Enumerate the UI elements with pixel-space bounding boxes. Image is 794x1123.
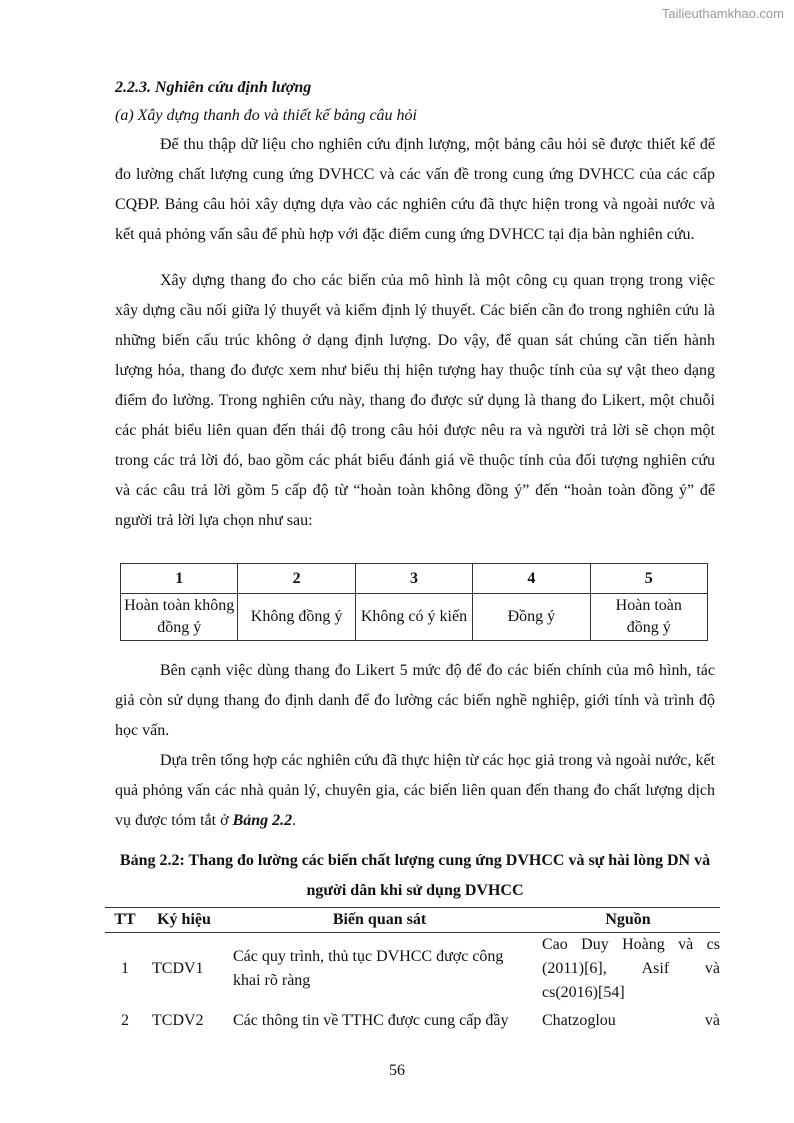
variables-table xyxy=(105,907,720,1033)
table-row xyxy=(105,1005,720,1033)
table-row xyxy=(105,933,720,1006)
likert-labels-row xyxy=(121,594,708,641)
page-content xyxy=(115,78,715,536)
column-header: TT xyxy=(105,908,145,933)
likert-label: Không đồng ý xyxy=(238,594,355,641)
row-source xyxy=(536,933,720,1006)
column-header: Biến quan sát xyxy=(223,908,536,933)
paragraph: Bên cạnh việc dùng thang đo Likert 5 mức độ để đo các biến chính của mô hình, tác giả còn sử dụng thang đo định danh để đo lường các biến nghề nghiệp, giới tính và trình độ học vấn. xyxy=(115,662,715,739)
source-line: Chatzoglou và xyxy=(542,1012,720,1029)
row-index: 1 xyxy=(121,960,129,977)
paragraph: Để thu thập dữ liệu cho nghiên cứu định lượng, một bảng câu hỏi sẽ được thiết kế để đo lường chất lượng cung ứng DVHCC và các vấn đề trong cung ứng DVHCC của các cấp CQĐP. Bảng câu hỏi xây dựng dựa vào các nghiên cứu đã thực hiện trong và ngoài nước và kết quả phỏng vấn sâu để phù hợp với đặc điểm cung ứng DVHCC tại địa bàn nghiên cứu. xyxy=(115,136,715,243)
likert-scale-table xyxy=(120,563,708,641)
source-line: cs(2016)[54] xyxy=(542,984,625,1001)
likert-label: Hoàn toàn đồng ý xyxy=(590,594,707,641)
likert-level: 3 xyxy=(355,564,472,594)
column-header: Ký hiệu xyxy=(145,908,223,933)
table-caption: Bảng 2.2: Thang đo lường các biến chất lượng cung ứng DVHCC và sự hài lòng DN và người dân khi sử dụng DVHCC xyxy=(119,852,711,899)
likert-level: 4 xyxy=(473,564,590,594)
likert-level: 2 xyxy=(238,564,355,594)
source-line: (2011)[6], Asif và xyxy=(542,960,720,977)
page-content-2 xyxy=(115,656,715,836)
watermark: Tailieuthamkhao.com xyxy=(661,6,784,21)
paragraph-reference xyxy=(115,746,715,836)
column-header: Nguồn xyxy=(536,908,720,933)
section-subheading: (a) Xây dựng thanh đo và thiết kế bảng câu hỏi xyxy=(115,107,417,124)
paragraph-text: . xyxy=(292,812,297,829)
likert-label: Không có ý kiến xyxy=(355,594,472,641)
row-description: Các thông tin về TTHC được cung cấp đầy xyxy=(233,1012,509,1029)
row-code: TCDV2 xyxy=(152,1012,204,1029)
table-reference: Bảng 2.2 xyxy=(232,812,293,829)
likert-label: Hoàn toàn không đồng ý xyxy=(121,594,238,641)
paragraph-text: Dựa trên tổng hợp các nghiên cứu đã thực hiện từ các học giả trong và ngoài nước, kết quả phỏng vấn các nhà quản lý, chuyên gia, các biến liên quan đến thang đo chất lượng dịch vụ được tóm tắt ở xyxy=(115,752,715,829)
row-code: TCDV1 xyxy=(152,960,204,977)
row-description: Các quy trình, thủ tục DVHCC được công khai rõ ràng xyxy=(233,948,504,989)
row-source xyxy=(536,1005,720,1033)
paragraph: Xây dựng thang đo cho các biến của mô hình là một công cụ quan trọng trong việc xây dựng cầu nối giữa lý thuyết và kiểm định lý thuyết. Các biến cần đo trong nghiên cứu là những biến cấu trúc không ở dạng định lượng. Do vậy, để quan sát chúng cần tiến hành lượng hóa, thang đo được xem như biểu thị hiện tượng hay thuộc tính của sự vật theo dạng điểm đo lường. Trong nghiên cứu này, thang đo được sử dụng là thang đo Likert, một chuỗi các phát biểu liên quan đến thái độ trong câu hỏi được nêu ra và người trả lời sẽ chọn một trong các trả lời đó, bao gồm các phát biểu đánh giá về thuộc tính của đối tượng nghiên cứu và các câu trả lời gồm 5 cấp độ từ “hoàn toàn không đồng ý” đến “hoàn toàn đồng ý” để người trả lời lựa chọn như sau: xyxy=(115,272,715,529)
likert-label: Đồng ý xyxy=(473,594,590,641)
source-line: Cao Duy Hoàng và cs xyxy=(542,936,720,953)
likert-level: 5 xyxy=(590,564,707,594)
section-heading: 2.2.3. Nghiên cứu định lượng xyxy=(115,79,312,96)
likert-levels-row xyxy=(121,564,708,594)
table-header-row xyxy=(105,908,720,933)
likert-level: 1 xyxy=(121,564,238,594)
row-index: 2 xyxy=(121,1012,129,1029)
page-number: 56 xyxy=(389,1062,405,1079)
